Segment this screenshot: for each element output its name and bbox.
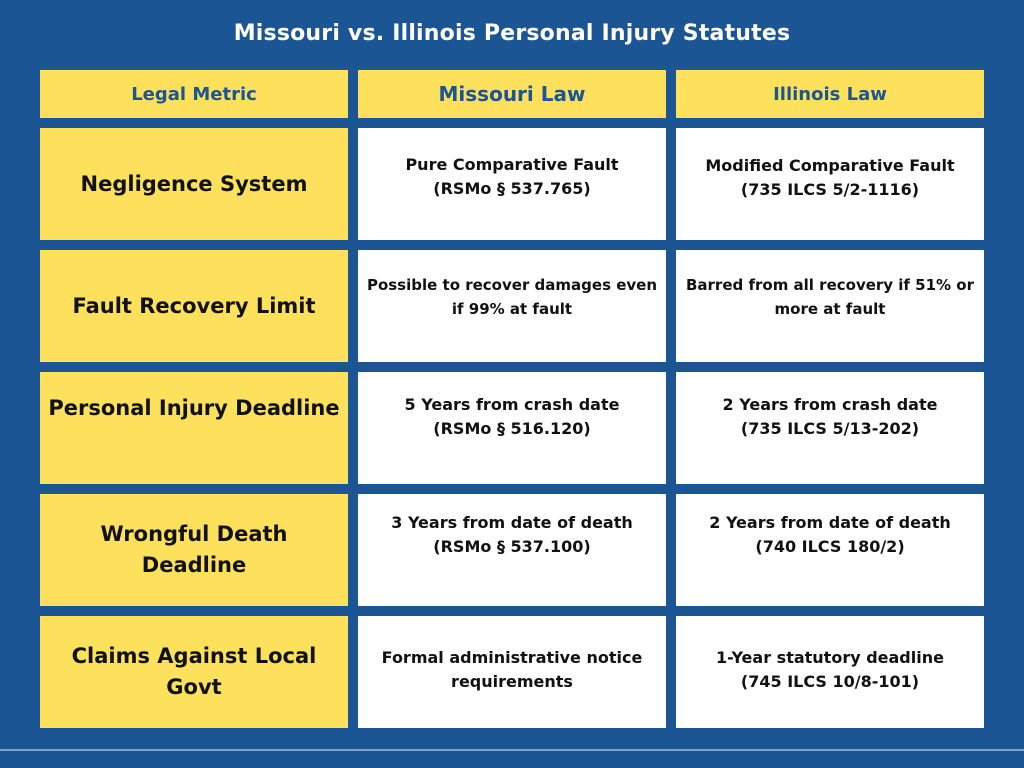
metric-fault-recovery-limit — [40, 250, 348, 362]
value-line: Modified Comparative Fault — [705, 156, 955, 175]
metric-claims-against-local-govt — [40, 616, 348, 728]
illinois-negligence-system — [676, 128, 984, 240]
value-line: 1-Year statutory deadline — [716, 648, 944, 667]
metric-label: Wrongful Death Deadline — [100, 522, 288, 577]
value-line: (RSMo § 537.100) — [433, 537, 591, 556]
page-title: Missouri vs. Illinois Personal Injury Statutes — [233, 21, 791, 46]
value-line: (740 ILCS 180/2) — [755, 537, 905, 556]
missouri-fault-recovery-limit — [358, 250, 666, 362]
header-legal-metric — [40, 70, 348, 118]
missouri-wrongful-death-deadline — [358, 494, 666, 606]
value-line: 5 Years from crash date — [404, 395, 620, 414]
value-line: 2 Years from crash date — [722, 395, 938, 414]
footer-divider — [0, 749, 1024, 751]
value-line: Possible to recover damages even — [366, 276, 658, 294]
value-line: (735 ILCS 5/2-1116) — [740, 180, 920, 199]
value-line: (735 ILCS 5/13-202) — [740, 419, 920, 438]
header-missouri-law-label: Missouri Law — [438, 82, 586, 106]
header-legal-metric-label: Legal Metric — [131, 83, 257, 105]
illinois-fault-recovery-limit — [676, 250, 984, 362]
metric-wrongful-death-deadline — [40, 494, 348, 606]
metric-label: Fault Recovery Limit — [72, 293, 316, 318]
metric-personal-injury-deadline — [40, 372, 348, 484]
metric-label-line: Govt — [166, 675, 222, 699]
value-line: 3 Years from date of death — [391, 513, 633, 532]
header-illinois-law-label: Illinois Law — [773, 83, 887, 105]
value-line: Barred from all recovery if 51% or — [685, 276, 975, 294]
metric-negligence-system — [40, 128, 348, 240]
metric-label: Negligence System — [80, 171, 308, 196]
header-missouri-law — [358, 70, 666, 118]
metric-label-line: Claims Against Local — [71, 644, 317, 668]
metric-label: Personal Injury Deadline — [48, 396, 340, 420]
value-line: if 99% at fault — [451, 300, 573, 318]
missouri-negligence-system — [358, 128, 666, 240]
missouri-personal-injury-deadline — [358, 372, 666, 484]
value-line: (745 ILCS 10/8-101) — [740, 672, 920, 691]
missouri-claims-against-local-govt — [358, 616, 666, 728]
value-line: Pure Comparative Fault — [405, 155, 619, 174]
value-line: 2 Years from date of death — [709, 513, 951, 532]
illinois-personal-injury-deadline — [676, 372, 984, 484]
header-illinois-law — [676, 70, 984, 118]
illinois-claims-against-local-govt — [676, 616, 984, 728]
value-line: (RSMo § 516.120) — [433, 419, 591, 438]
illinois-wrongful-death-deadline — [676, 494, 984, 606]
value-line: more at fault — [774, 300, 886, 318]
value-line: Formal administrative notice — [381, 648, 643, 667]
value-line: (RSMo § 537.765) — [433, 179, 591, 198]
value-line: requirements — [451, 672, 573, 691]
